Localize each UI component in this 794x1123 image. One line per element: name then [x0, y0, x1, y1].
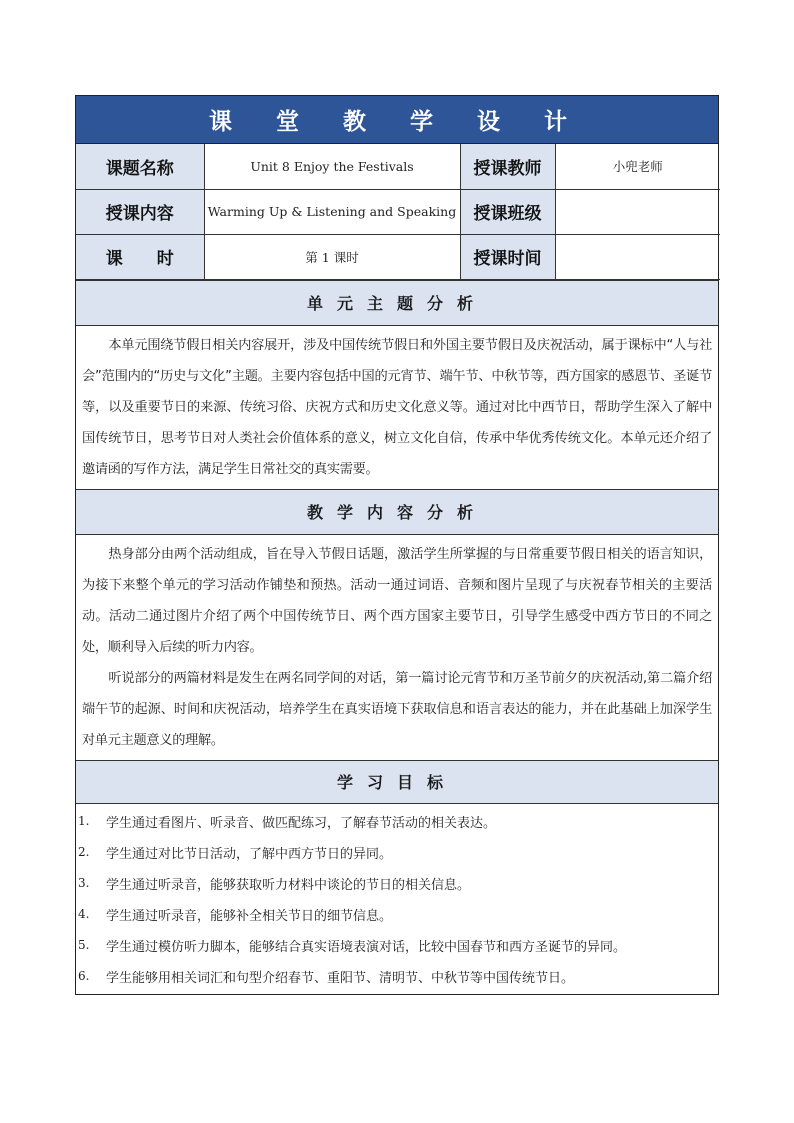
value-period: 第 1 课时 [204, 234, 460, 279]
goal-text: 学生通过看图片、听录音、做匹配练习，了解春节活动的相关表达。 [106, 815, 497, 831]
info-row-content [76, 189, 720, 234]
goals-list [76, 804, 718, 994]
lesson-plan-sheet [75, 95, 719, 995]
content-analysis-paragraph: 热身部分由两个活动组成，旨在导入节假日话题，激活学生所掌握的与日常重要节假日相关的语言知识，为接下来整个单元的学习活动作铺垫和预热。活动一通过词语、音频和图片呈现了与庆祝春节相关的主要活动。活动二通过图片介绍了两个中国传统节日、两个西方国家主要节日，引导学生感受中西方节日的不同之处，顺利导入后续的听力内容。 [82, 546, 712, 655]
lesson-info-table [76, 144, 720, 280]
goal-number: 4. [78, 907, 90, 921]
section-heading-content-analysis: 教学内容分析 [76, 489, 718, 535]
list-item [76, 837, 718, 868]
label-class: 授课班级 [460, 189, 555, 234]
goal-text: 学生通过听录音，能够获取听力材料中谈论的节日的相关信息。 [106, 877, 471, 893]
goal-number: 6. [78, 969, 90, 983]
value-time [555, 234, 720, 279]
info-row-period [76, 234, 720, 279]
section-heading-goals: 学习目标 [76, 760, 718, 804]
value-lesson-content: Warming Up & Listening and Speaking [204, 189, 460, 234]
label-time: 授课时间 [460, 234, 555, 279]
label-topic-name: 课题名称 [76, 144, 204, 189]
label-lesson-content: 授课内容 [76, 189, 204, 234]
list-item [76, 961, 718, 992]
unit-theme-body [76, 326, 718, 489]
list-item [76, 899, 718, 930]
goal-text: 学生通过模仿听力脚本，能够结合真实语境表演对话，比较中国春节和西方圣诞节的异同。 [106, 939, 627, 955]
value-teacher: 小兜老师 [555, 144, 720, 189]
goal-text: 学生能够用相关词汇和句型介绍春节、重阳节、清明节、中秋节等中国传统节日。 [106, 970, 575, 986]
goal-number: 2. [78, 845, 90, 859]
goal-number: 5. [78, 938, 90, 952]
info-row-topic [76, 144, 720, 189]
value-class [555, 189, 720, 234]
label-teacher: 授课教师 [460, 144, 555, 189]
goal-number: 3. [78, 876, 90, 890]
list-item [76, 868, 718, 899]
content-analysis-paragraph: 听说部分的两篇材料是发生在两名同学间的对话，第一篇讨论元宵节和万圣节前夕的庆祝活动,第二篇介绍端午节的起源、时间和庆祝活动，培养学生在真实语境下获取信息和语言表达的能力，并在此基础上加深学生对单元主题意义的理解。 [82, 670, 712, 748]
goal-number: 1. [78, 814, 90, 828]
list-item [76, 806, 718, 837]
document-title: 课 堂 教 学 设 计 [76, 96, 718, 144]
content-analysis-body [76, 535, 718, 760]
label-period: 课 时 [76, 234, 204, 279]
goal-text: 学生通过听录音，能够补全相关节日的细节信息。 [106, 908, 393, 924]
unit-theme-paragraph: 本单元围绕节假日相关内容展开，涉及中国传统节假日和外国主要节假日及庆祝活动，属于课标中“人与社会”范围内的“历史与文化”主题。主要内容包括中国的元宵节、端午节、中秋节等，西方国家的感恩节、圣诞节等，以及重要节日的来源、传统习俗、庆祝方式和历史文化意义等。通过对比中西节日，帮助学生深入了解中国传统节日，思考节日对人类社会价值体系的意义，树立文化自信，传承中华优秀传统文化。本单元还介绍了邀请函的写作方法，满足学生日常社交的真实需要。 [82, 337, 712, 477]
goal-text: 学生通过对比节日活动，了解中西方节日的异同。 [106, 846, 393, 862]
value-topic-name: Unit 8 Enjoy the Festivals [204, 144, 460, 189]
section-heading-unit-theme: 单元主题分析 [76, 280, 718, 326]
list-item [76, 930, 718, 961]
